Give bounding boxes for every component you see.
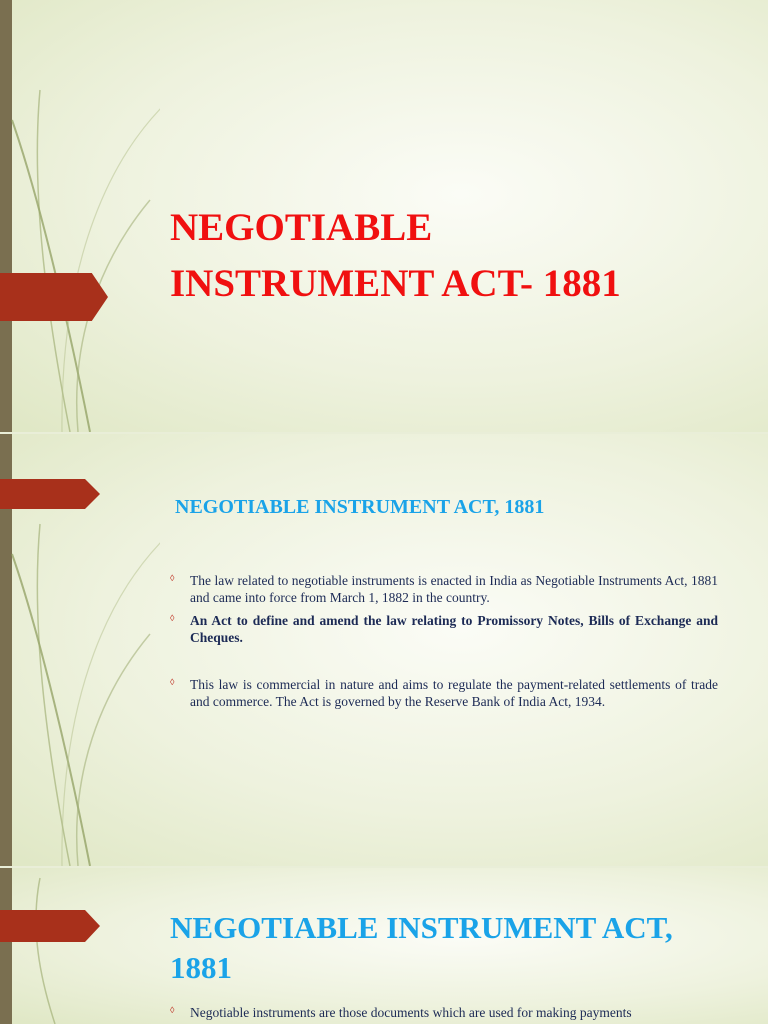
slide-2 [0,434,768,866]
bullet-text: The law related to negotiable instruments is enacted in India as Negotiable Instruments Act, 1881 and came into force from March 1, 1882 in the country. [190,573,718,605]
slide-side-bar [0,0,12,432]
list-item [170,1004,718,1021]
slide-title [170,200,621,312]
bullet-list [170,1004,718,1021]
slide-heading [170,908,730,988]
heading-line-1: NEGOTIABLE INSTRUMENT ACT, [170,910,673,945]
list-item [170,612,718,646]
list-item [170,572,718,606]
heading-line-2: 1881 [170,950,232,985]
title-line-2: INSTRUMENT ACT- 1881 [170,262,621,305]
arrow-tab-icon [0,910,100,942]
slide-heading: NEGOTIABLE INSTRUMENT ACT, 1881 [175,496,545,518]
bullet-text: This law is commercial in nature and aims to regulate the payment-related settlements of trade and commerce. The Act is governed by the Reserve Bank of India Act, 1934. [190,677,718,709]
bullet-mark-icon: ◊ [170,677,175,687]
bullet-mark-icon: ◊ [170,1005,175,1015]
bullet-mark-icon: ◊ [170,573,175,583]
bullet-text: An Act to define and amend the law relating to Promissory Notes, Bills of Exchange and Cheques. [190,613,718,645]
slide-3 [0,868,768,1024]
grass-decoration-icon [0,0,160,432]
slide-side-bar [0,868,12,1024]
arrow-tab-icon [0,479,100,509]
bullet-text: Negotiable instruments are those documents which are used for making payments [190,1005,632,1020]
bullet-list [170,572,718,710]
grass-decoration-icon [0,868,120,1024]
list-item [170,676,718,710]
title-line-1: NEGOTIABLE [170,206,433,249]
arrow-tab-icon [0,273,108,321]
slide-1 [0,0,768,432]
bullet-mark-icon: ◊ [170,613,175,623]
